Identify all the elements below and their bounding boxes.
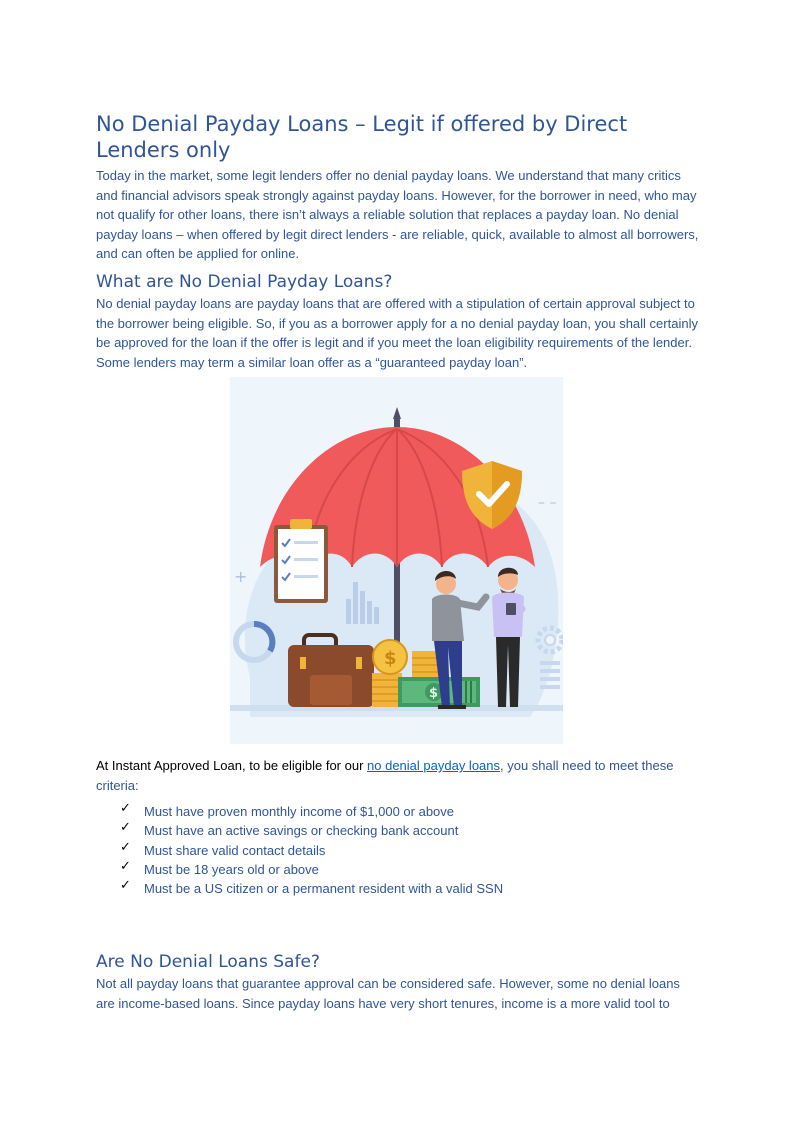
- clipboard-icon: [274, 519, 328, 603]
- checkmark-icon: ✓: [120, 858, 131, 874]
- section-heading-safe: Are No Denial Loans Safe?: [96, 952, 320, 972]
- checkmark-icon: ✓: [120, 839, 131, 855]
- section-heading-what-are: What are No Denial Payday Loans?: [96, 272, 393, 292]
- payday-loan-illustration: [230, 377, 563, 744]
- checkmark-icon: ✓: [120, 801, 131, 816]
- svg-text:$: $: [384, 648, 397, 669]
- list-item: ✓ Must be 18 years old or above: [120, 858, 319, 877]
- eligibility-paragraph: [96, 756, 701, 795]
- svg-text:+: +: [234, 567, 248, 586]
- list-item: ✓ Must have an active savings or checking bank account: [120, 820, 459, 839]
- checkmark-icon: ✓: [120, 878, 131, 894]
- briefcase-icon: [288, 635, 374, 707]
- list-item: ✓ Must be a US citizen or a permanent resident with a valid SSN: [120, 878, 504, 897]
- no-denial-payday-loans-link[interactable]: no denial payday loans: [367, 758, 501, 773]
- eligibility-tail: , you shall need to meet these criteria:: [96, 758, 674, 793]
- criteria-list: [96, 802, 503, 898]
- section-body-what-are: No denial payday loans are payday loans that are offered with a stipulation of certain approval subject to the borrower being eligible. So, if you as a borrower apply for a no denial payday loan, you shall certainly be approved for the loan if the offer is legit and if you meet the loan eligibility requirements of the lender. Some lenders may term a similar loan offer as a “guaranteed payday loan”.: [96, 296, 698, 370]
- section-body-safe: Not all payday loans that guarantee approval can be considered safe. However, some no denial loans are income-based loans. Since payday loans have very short tenures, income is a more valid tool to: [96, 976, 680, 1011]
- page-title: No Denial Payday Loans – Legit if offered by Direct Lenders only: [96, 112, 628, 162]
- checkmark-icon: ✓: [120, 820, 131, 836]
- eligibility-lead: At Instant Approved Loan, to be eligible for our: [96, 758, 368, 773]
- list-item: ✓ Must have proven monthly income of $1,000 or above: [120, 801, 455, 819]
- svg-text:$: $: [429, 686, 439, 701]
- svg-text:– –: – –: [538, 495, 557, 511]
- list-item: ✓ Must share valid contact details: [120, 839, 326, 858]
- intro-paragraph: Today in the market, some legit lenders offer no denial payday loans. We understand that many critics and financial advisors speak strongly against payday loans. However, for the borrower in need, who may not qualify for other loans, there isn’t always a reliable solution that replaces a payday loan. No denial payday loans – when offered by legit direct lenders - are reliable, quick, available to almost all borrowers, and can often be applied for online.: [96, 168, 699, 261]
